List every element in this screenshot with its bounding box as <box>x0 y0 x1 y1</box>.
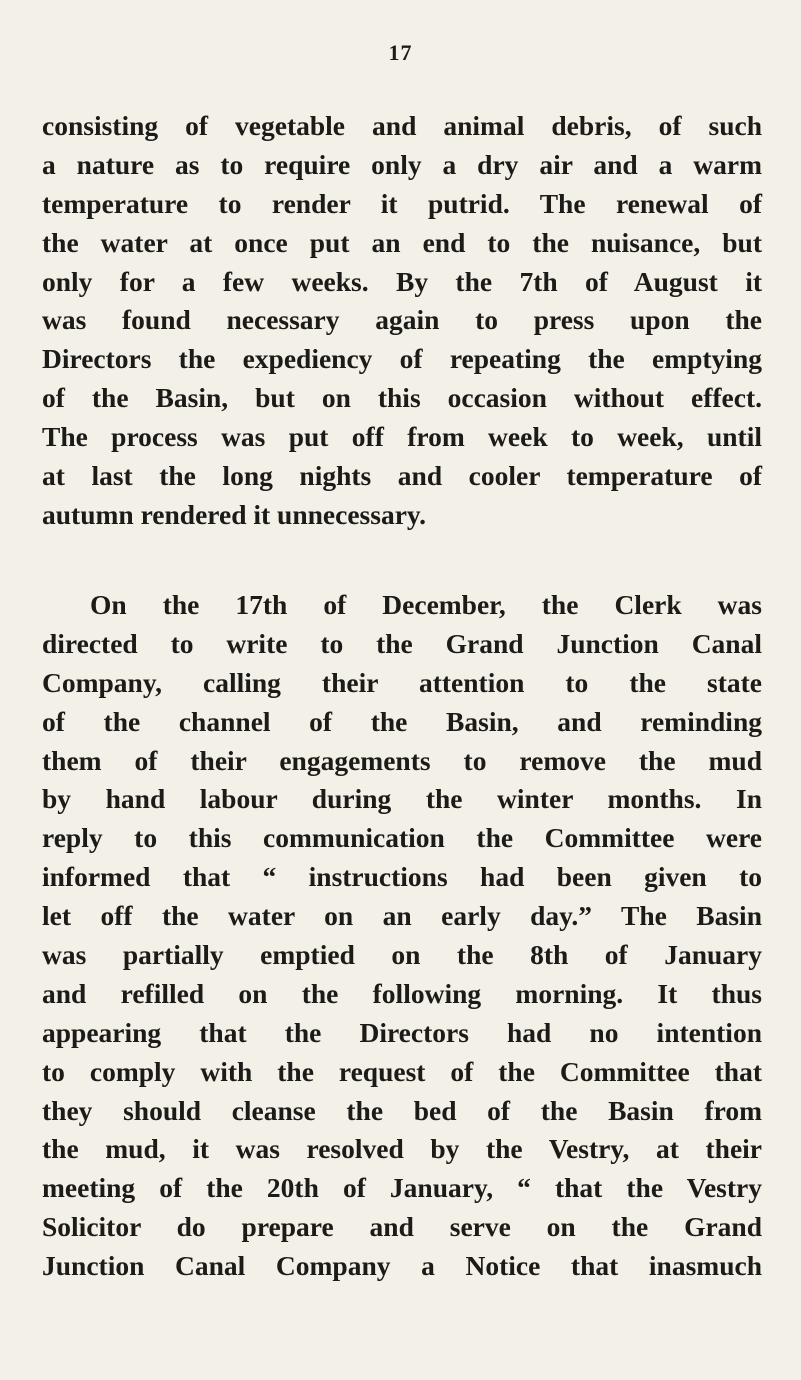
text-line: was partially emptied on the 8th of January <box>42 939 762 971</box>
text-line: reply to this communication the Committee were <box>42 822 762 854</box>
text-line: appearing that the Directors had no intention <box>42 1016 762 1048</box>
text-line: at last the long nights and cooler temperature of <box>42 460 762 492</box>
text-line: by hand labour during the winter months. In <box>42 783 762 815</box>
text-line: On the 17th of December, the Clerk was <box>90 589 762 620</box>
text-line: Directors the expediency of repeating the emptying <box>42 343 762 375</box>
paragraph-1 <box>42 107 762 535</box>
text-line: the water at once put an end to the nuisance, but <box>42 226 762 258</box>
text-line: directed to write to the Grand Junction Canal <box>42 627 762 659</box>
text-line: was found necessary again to press upon the <box>42 304 762 336</box>
text-line: of the channel of the Basin, and reminding <box>42 705 762 737</box>
text-line: they should cleanse the bed of the Basin from <box>42 1094 762 1126</box>
page-number: 17 <box>388 40 413 65</box>
text-line: and refilled on the following morning. It thus <box>42 977 762 1009</box>
text-line: of the Basin, but on this occasion without effect. <box>42 382 762 414</box>
text-line: Junction Canal Company a Notice that inasmuch <box>42 1250 762 1282</box>
text-line: a nature as to require only a dry air and a warm <box>42 148 762 180</box>
text-line: the mud, it was resolved by the Vestry, at their <box>42 1133 762 1165</box>
text-line: them of their engagements to remove the mud <box>42 744 762 776</box>
text-line: autumn rendered it unnecessary. <box>42 498 427 530</box>
text-line: Solicitor do prepare and serve on the Grand <box>42 1211 762 1243</box>
text-line: informed that “ instructions had been given to <box>42 861 762 893</box>
text-line: Company, calling their attention to the state <box>42 666 762 698</box>
text-line: consisting of vegetable and animal debris, of such <box>42 110 762 141</box>
text-line: only for a few weeks. By the 7th of August it <box>42 265 762 297</box>
text-line: temperature to render it putrid. The renewal of <box>42 187 762 219</box>
text-line: let off the water on an early day.” The Basin <box>42 900 762 932</box>
text-line: to comply with the request of the Committee that <box>42 1055 762 1087</box>
text-line: The process was put off from week to week, until <box>42 421 762 453</box>
paragraph-2 <box>42 586 762 1286</box>
text-line: meeting of the 20th of January, “ that the Vestry <box>42 1172 762 1204</box>
